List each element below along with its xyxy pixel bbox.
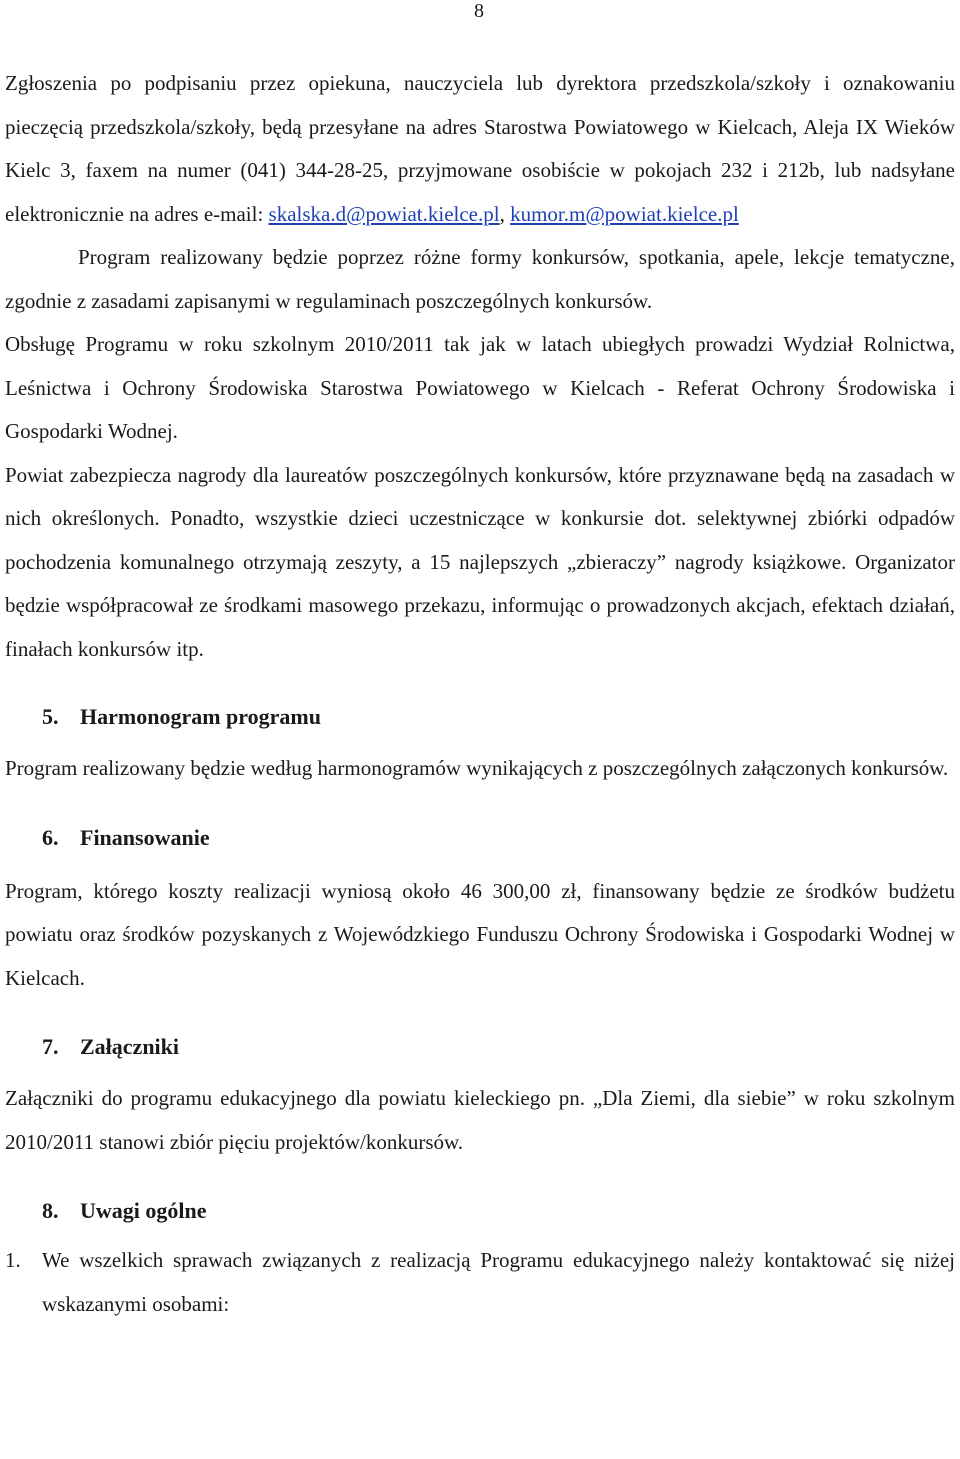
section-heading-uwagi [5,1191,955,1231]
section-body-zalaczniki: Załączniki do programu edukacyjnego dla powiatu kieleckiego pn. „Dla Ziemi, dla siebie” w roku szkolnym 2010/2011 stanowi zbiór pięciu projektów/konkursów. [5,1086,955,1154]
program-forms-paragraph: Program realizowany będzie poprzez różne formy konkursów, spotkania, apele, lekcje tematyczne, zgodnie z zasadami zapisanymi w regulaminach poszczególnych konkursów. [5,245,955,313]
section-title: Finansowanie [80,824,210,850]
section-title: Uwagi ogólne [80,1198,207,1223]
section-number: 5. [42,704,59,729]
email-separator: , [499,201,511,226]
prizes-paragraph: Powiat zabezpiecza nagrody dla laureatów poszczególnych konkursów, które przyznawane będą na zasadach w nich określonych. Ponadto, wszystkie dzieci uczestniczące w konkursie dot. selektywnej zbiórki odpadów pochodzenia komunalnego otrzymają zeszyty, a 15 najlepszych „zbieraczy” nagrody książkowe. Organizator będzie współpracował ze środkami masowego przekazu, informując o prowadzonych akcjach, efektach działań, finałach konkursów itp. [5,462,955,661]
email-link-skalska[interactable]: skalska.d@powiat.kielce.pl [268,201,500,226]
section-heading-zalaczniki [5,1027,955,1067]
section-number: 6. [42,824,59,850]
list-item-text: We wszelkich sprawach związanych z realizacją Programu edukacyjnego należy kontaktować się niżej wskazanymi osobami: [42,1248,955,1316]
section-heading-harmonogram [5,697,955,737]
section-heading-finansowanie [5,818,955,858]
section-title: Załączniki [80,1034,180,1059]
section-body-finansowanie: Program, którego koszty realizacji wyniosą około 46 300,00 zł, finansowany będzie ze środków budżetu powiatu oraz środków pozyskanych z Wojewódzkiego Funduszu Ochrony Środowiska i Gospodarki Wodnej w Kielcach. [5,878,955,990]
section-number: 7. [42,1034,59,1059]
page-number: 8 [474,0,484,22]
list-item [5,1239,955,1326]
submission-paragraph [5,62,955,236]
section-number: 8. [42,1198,59,1223]
section-title: Harmonogram programu [80,704,321,729]
list-item-number: 1. [5,1248,21,1272]
section-body-harmonogram: Program realizowany będzie według harmonogramów wynikających z poszczególnych załączonych konkursów. [5,756,949,780]
program-service-paragraph: Obsługę Programu w roku szkolnym 2010/2011 tak jak w latach ubiegłych prowadzi Wydział Rolnictwa, Leśnictwa i Ochrony Środowiska Starostwa Powiatowego w Kielcach - Referat Ochrony Środowiska i Gospodarki Wodnej. [5,332,955,443]
document-body [5,62,955,1326]
submission-text: Zgłoszenia po podpisaniu przez opiekuna, nauczyciela lub dyrektora przedszkola/szkoły i oznakowaniu pieczęcią przedszkola/szkoły, będą przesyłane na adres Starostwa Powiatowego w Kielcach, Aleja IX Wieków Kielc 3, faxem na numer (041) 344-28-25, przyjmowane osobiście w pokojach 232 i 212b, lub nadsyłane elektronicznie na adres e-mail: [5,71,955,226]
email-link-kumor[interactable]: kumor.m@powiat.kielce.pl [510,201,739,226]
